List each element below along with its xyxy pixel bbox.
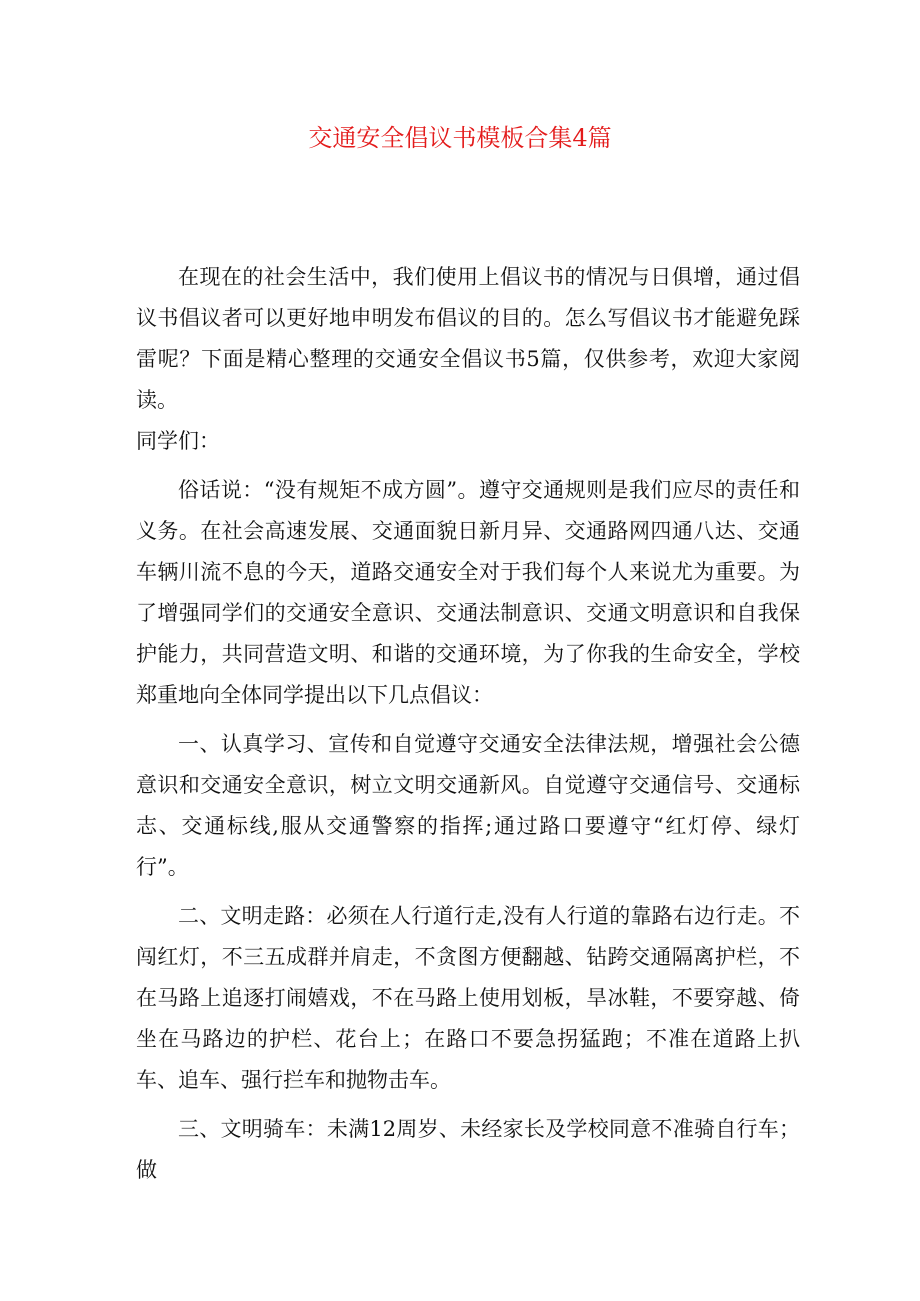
document-body xyxy=(136,257,800,1191)
intro-paragraph: 在现在的社会生活中，我们使用上倡议书的情况与日俱增，通过倡议书倡议者可以更好地申明发布倡议的目的。怎么写倡议书才能避免踩雷呢？下面是精心整理的交通安全倡议书5篇，仅供参考，欢迎大家阅读。 xyxy=(136,265,800,412)
body-paragraph-proverb: 俗话说：“没有规矩不成方圆”。遵守交通规则是我们应尽的责任和义务。在社会高速发展、交通面貌日新月异、交通路网四通八达、交通车辆川流不息的今天，道路交通安全对于我们每个人来说尤为重要。为了增强同学们的交通安全意识、交通法制意识、交通文明意识和自我保护能力，共同营造文明、和谐的交通环境，为了你我的生命安全，学校郑重地向全体同学提出以下几点倡议： xyxy=(136,478,800,707)
document-title: 交通安全倡议书模板合集4篇 xyxy=(308,124,612,152)
proposal-item-2: 二、文明走路：必须在人行道行走,没有人行道的靠路右边行走。不闯红灯，不三五成群并肩走，不贪图方便翻越、钻跨交通隔离护栏，不在马路上追逐打闹嬉戏，不在马路上使用划板，旱冰鞋，不要穿越、倚坐在马路边的护栏、花台上；在路口不要急拐猛跑；不准在道路上扒车、追车、强行拦车和抛物击车。 xyxy=(136,904,800,1092)
salutation: 同学们： xyxy=(136,429,220,453)
proposal-item-1: 一、认真学习、宣传和自觉遵守交通安全法律法规，增强社会公德意识和交通安全意识，树立文明交通新风。自觉遵守交通信号、交通标志、交通标线,服从交通警察的指挥;通过路口要遵守“红灯停、绿灯行”。 xyxy=(136,732,800,879)
proposal-item-3: 三、文明骑车：未满12周岁、未经家长及学校同意不准骑自行车；做 xyxy=(136,1117,800,1182)
